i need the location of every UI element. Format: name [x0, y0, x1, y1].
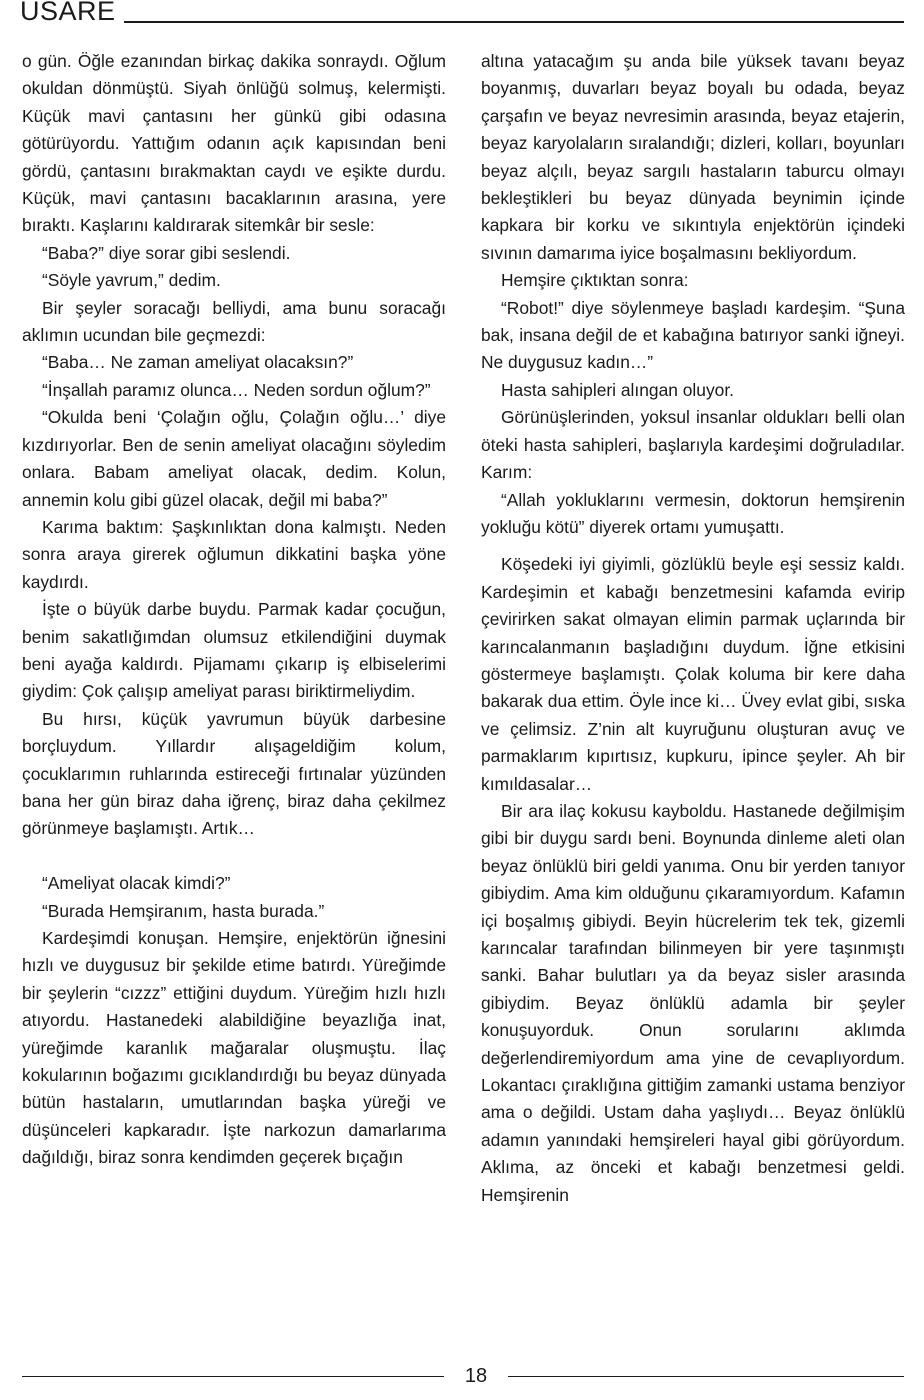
paragraph: Bu hırsı, küçük yavrumun büyük darbesine borçluydum. Yıllardır alışageldiğim kolum, çocuklarımın ruhlarında estireceği fırtınalar yüzünden bana her gün biraz daha iğrenç, biraz daha çekilmez görünmeye başlamıştı. Artık… [22, 708, 446, 839]
paragraph: Hasta sahipleri alıngan oluyor. [501, 379, 734, 400]
paragraph: “Allah yokluklarını vermesin, doktorun hemşirenin yokluğu kötü” diyerek ortamı yumuşattı. [481, 489, 905, 537]
page-header [20, 0, 904, 28]
paragraph: “Ameliyat olacak kimdi?” [42, 873, 231, 894]
paragraph: “Söyle yavrum,” dedim. [42, 270, 221, 291]
paragraph: Kardeşimdi konuşan. Hemşire, enjektörün iğnesini hızlı ve duygusuz bir şekilde etime batırdı. Yüreğimde bir şeylerin “cızzz” ettiğini duydum. Yüreğim hızlı hızlı atıyordu. Hastanedeki alabildiğine beyazlığa inat, yüreğimde karanlık mağaralar oluşmuştu. İlaç kokularının boğazımı gıcıklandırdığı bu beyaz dünyada bütün hastaların, umutlarından başka yüreği ve düşünceleri kapkaradır. İşte narkozun damarlarıma dağıldığı, biraz sonra kendimden geçerek bıçağın [22, 927, 446, 1168]
paragraph-spacer [481, 541, 905, 551]
paragraph: Hemşire çıktıktan sonra: [501, 270, 689, 291]
right-text-column [481, 48, 905, 1209]
paragraph: “İnşallah paramız olunca… Neden sordun oğlum?” [42, 379, 431, 400]
paragraph: Bir ara ilaç kokusu kayboldu. Hastanede değilmişim gibi bir duygu sardı beni. Boynunda dinleme aleti olan beyaz önlüklü biri geldi yanıma. Onu bir yerden tanıyor gibiydim. Ama kim olduğunu çıkaramıyordum. Kafamın içi boşalmış gibiydi. Beyin hücrelerim tek tek, gizemli karıncalar tarafından bilinmeyen bir yere taşınmıştı sanki. Bahar bulutları ya da beyaz sisler arasında gibiydim. Beyaz önlüklü adamla bir şeyler konuşuyorduk. Onun sorularını aklımda değerlendiremiyordum ama yine de cevaplıyordum. Lokantacı çıraklığına gittiğim zamanki ustama benziyor ama o değildi. Ustam daha yaşlıydı… Beyaz önlüklü adamın yanındaki hemşireleri hayal gibi görüyordum. Aklıma, az önceki et kabağı benzetmesi geldi. Hemşirenin [481, 800, 905, 1205]
paragraph: Köşedeki iyi giyimli, gözlüklü beyle eşi sessiz kaldı. Kardeşimin et kabağı benzetmesini kafamda evirip çevirirken sakat olmayan elimin parmak uçlarında bir karıncalanmanın başladığını duydum. İğne etkisini göstermeye başlamıştı. Çolak koluma bir kere daha bakarak dua ettim. Öyle ince ki… Üvey evlat gibi, sıska ve çelimsiz. Z’nin alt kuyruğunu oluşturan avuç ve parmaklarım kıpırtısız, kupkuru, ipince şeyler. Ah bir kımıldasalar… [481, 554, 905, 794]
paragraph: “Baba?” diye sorar gibi seslendi. [42, 242, 291, 263]
paragraph: altına yatacağım şu anda bile yüksek tavanı beyaz boyanmış, duvarları beyaz boyalı bu odada, beyaz çarşafın ve beyaz nevresimin arasında, beyaz etajerin, beyaz karyolaların sıralandığı; dizleri, kolları, boyunları beyaz alçılı, beyaz sargılı hastaların taburcu olmayı bekleştikleri bu beyaz dünyada beynimin içinde kapkara bir korku ve sıkıntıyla enjektörün içindeki sıvının damarıma iyice boşalmasını bekliyordum. [481, 51, 905, 263]
paragraph: İşte o büyük darbe buydu. Parmak kadar çocuğun, benim sakatlığımdan olumsuz etkilendiğini duymak beni ayağa kaldırdı. Pijamamı çıkarıp iş elbiselerimi giydim: Çok çalışıp ameliyat parası biriktirmeliydim. [22, 599, 446, 702]
paragraph-spacer [22, 843, 446, 870]
header-rule [124, 21, 904, 23]
footer-rule-right [508, 1376, 904, 1377]
paragraph: Bir şeyler soracağı belliydi, ama bunu soracağı aklımın ucundan bile geçmezdi: [22, 297, 446, 346]
paragraph: Görünüşlerinden, yoksul insanlar oldukları belli olan öteki hasta sahipleri, başlarıyla kardeşimi doğruladılar. Karım: [481, 407, 905, 483]
paragraph: “Robot!” diye söylenmeye başladı kardeşim. “Şuna bak, insana değil de et kabağına batırıyor sanki iğneyi. Ne duygusuz kadın…” [481, 297, 905, 373]
paragraph: o gün. Öğle ezanından birkaç dakika sonraydı. Oğlum okuldan dönmüştü. Siyah önlüğü solmuş, kelermişti. Küçük mavi çantasını her günkü gibi odasına götürüyordu. Yattığım odanın açık kapısından beni gördü, çantasını bırakmaktan caydı ve eşikte durdu. Küçük, mavi çantasını bacaklarının arasına, yere bıraktı. Kaşlarını kaldırarak sitemkâr bir sesle: [22, 51, 446, 236]
paragraph: “Baba… Ne zaman ameliyat olacaksın?” [42, 352, 354, 373]
page-number: 18 [464, 1365, 488, 1387]
paragraph: Karıma baktım: Şaşkınlıktan dona kalmıştı. Neden sonra araya girerek oğlumun dikkatini başka yöne kaydırdı. [22, 516, 446, 592]
paragraph: “Burada Hemşiranım, hasta burada.” [42, 900, 325, 921]
paragraph: “Okulda beni ‘Çolağın oğlu, Çolağın oğlu…’ diye kızdırıyorlar. Ben de senin ameliyat olacağını söyledim onlara. Babam ameliyat olacak, dedim. Kolun, annemin kolu gibi güzel olacak, değil mi baba?” [22, 407, 446, 510]
left-text-column [22, 48, 446, 1172]
magazine-title: USARE [20, 0, 116, 26]
footer-rule-left [22, 1376, 444, 1377]
page-footer [22, 1362, 904, 1390]
